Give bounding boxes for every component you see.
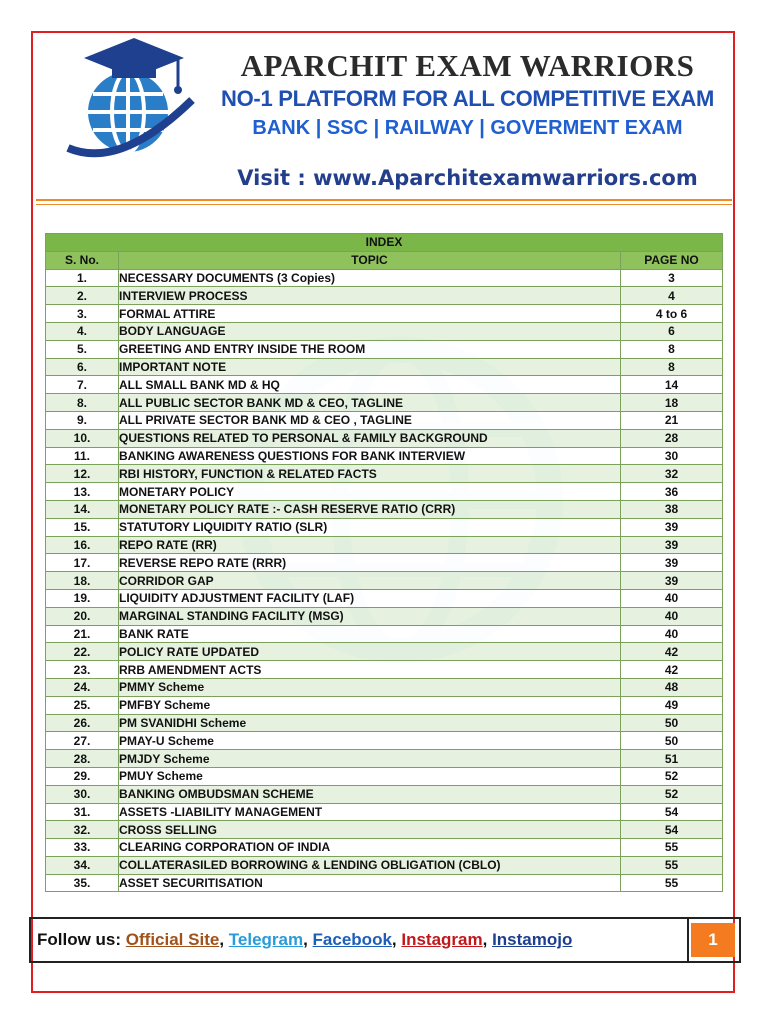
table-row (46, 661, 723, 679)
row-topic: PMUY Scheme (119, 767, 621, 785)
row-sno: 14. (46, 500, 119, 518)
table-row (46, 394, 723, 412)
table-row (46, 500, 723, 518)
row-page: 39 (621, 554, 723, 572)
table-row (46, 821, 723, 839)
table-row (46, 305, 723, 323)
row-page: 39 (621, 572, 723, 590)
row-sno: 8. (46, 394, 119, 412)
row-sno: 23. (46, 661, 119, 679)
row-page: 28 (621, 429, 723, 447)
header-divider (36, 199, 732, 201)
row-sno: 22. (46, 643, 119, 661)
row-topic: ASSETS -LIABILITY MANAGEMENT (119, 803, 621, 821)
row-topic: POLICY RATE UPDATED (119, 643, 621, 661)
row-topic: CORRIDOR GAP (119, 572, 621, 590)
row-topic: PMFBY Scheme (119, 696, 621, 714)
row-sno: 26. (46, 714, 119, 732)
row-topic: NECESSARY DOCUMENTS (3 Copies) (119, 269, 621, 287)
row-sno: 12. (46, 465, 119, 483)
row-page: 14 (621, 376, 723, 394)
row-topic: GREETING AND ENTRY INSIDE THE ROOM (119, 340, 621, 358)
row-page: 52 (621, 785, 723, 803)
row-sno: 2. (46, 287, 119, 305)
row-page: 4 (621, 287, 723, 305)
row-topic: REVERSE REPO RATE (RRR) (119, 554, 621, 572)
index-title: INDEX (46, 234, 723, 252)
table-row (46, 358, 723, 376)
row-topic: MONETARY POLICY RATE :- CASH RESERVE RATIO (CRR) (119, 500, 621, 518)
row-sno: 30. (46, 785, 119, 803)
table-row (46, 554, 723, 572)
table-row (46, 607, 723, 625)
table-row (46, 714, 723, 732)
row-sno: 7. (46, 376, 119, 394)
row-page: 51 (621, 750, 723, 768)
row-sno: 17. (46, 554, 119, 572)
row-page: 18 (621, 394, 723, 412)
row-page: 55 (621, 839, 723, 857)
row-sno: 29. (46, 767, 119, 785)
row-page: 32 (621, 465, 723, 483)
row-page: 8 (621, 340, 723, 358)
brand-title: APARCHIT EXAM WARRIORS (240, 48, 695, 83)
row-topic: PMAY-U Scheme (119, 732, 621, 750)
table-row (46, 536, 723, 554)
row-topic: ALL SMALL BANK MD & HQ (119, 376, 621, 394)
row-topic: FORMAL ATTIRE (119, 305, 621, 323)
row-page: 30 (621, 447, 723, 465)
row-sno: 20. (46, 607, 119, 625)
row-sno: 10. (46, 429, 119, 447)
follow-label: Follow us: (37, 930, 122, 949)
table-row (46, 429, 723, 447)
page-number-badge: 1 (691, 923, 735, 957)
header-divider-thin (36, 204, 732, 205)
row-sno: 25. (46, 696, 119, 714)
row-sno: 33. (46, 839, 119, 857)
row-page: 6 (621, 322, 723, 340)
row-sno: 18. (46, 572, 119, 590)
table-row (46, 287, 723, 305)
row-sno: 31. (46, 803, 119, 821)
row-page: 40 (621, 589, 723, 607)
table-row (46, 856, 723, 874)
row-page: 3 (621, 269, 723, 287)
row-sno: 11. (46, 447, 119, 465)
table-row (46, 767, 723, 785)
row-topic: LIQUIDITY ADJUSTMENT FACILITY (LAF) (119, 589, 621, 607)
row-page: 54 (621, 821, 723, 839)
table-row (46, 376, 723, 394)
index-table (45, 233, 723, 892)
table-row (46, 839, 723, 857)
table-row (46, 678, 723, 696)
row-page: 42 (621, 643, 723, 661)
row-topic: MARGINAL STANDING FACILITY (MSG) (119, 607, 621, 625)
row-page: 39 (621, 536, 723, 554)
row-topic: IMPORTANT NOTE (119, 358, 621, 376)
exam-categories: BANK | SSC | RAILWAY | GOVERMENT EXAM (252, 117, 683, 139)
table-row (46, 625, 723, 643)
row-page: 4 to 6 (621, 305, 723, 323)
row-sno: 3. (46, 305, 119, 323)
row-page: 54 (621, 803, 723, 821)
table-row (46, 874, 723, 892)
row-page: 40 (621, 625, 723, 643)
footer-bar (29, 917, 741, 963)
row-sno: 27. (46, 732, 119, 750)
footer-divider (687, 919, 689, 961)
instagram-link[interactable]: Instagram (401, 930, 483, 949)
column-header-page: PAGE NO (621, 251, 723, 269)
row-topic: CROSS SELLING (119, 821, 621, 839)
row-topic: MONETARY POLICY (119, 483, 621, 501)
row-sno: 28. (46, 750, 119, 768)
row-sno: 35. (46, 874, 119, 892)
row-page: 48 (621, 678, 723, 696)
row-page: 52 (621, 767, 723, 785)
table-row (46, 572, 723, 590)
row-topic: PMJDY Scheme (119, 750, 621, 768)
row-page: 49 (621, 696, 723, 714)
row-sno: 6. (46, 358, 119, 376)
row-sno: 21. (46, 625, 119, 643)
facebook-link[interactable]: Facebook (312, 930, 392, 949)
row-topic: INTERVIEW PROCESS (119, 287, 621, 305)
row-page: 50 (621, 714, 723, 732)
row-page: 55 (621, 856, 723, 874)
row-page: 40 (621, 607, 723, 625)
table-row (46, 750, 723, 768)
row-sno: 32. (46, 821, 119, 839)
row-topic: PMMY Scheme (119, 678, 621, 696)
row-page: 39 (621, 518, 723, 536)
website-visit[interactable]: Visit : www.Aparchitexamwarriors.com (237, 166, 698, 190)
row-topic: PM SVANIDHI Scheme (119, 714, 621, 732)
row-sno: 9. (46, 411, 119, 429)
row-topic: STATUTORY LIQUIDITY RATIO (SLR) (119, 518, 621, 536)
row-page: 8 (621, 358, 723, 376)
instamojo-link[interactable]: Instamojo (492, 930, 573, 949)
table-row (46, 322, 723, 340)
row-sno: 1. (46, 269, 119, 287)
row-topic: BODY LANGUAGE (119, 322, 621, 340)
row-topic: RRB AMENDMENT ACTS (119, 661, 621, 679)
row-sno: 16. (46, 536, 119, 554)
row-page: 50 (621, 732, 723, 750)
row-topic: BANK RATE (119, 625, 621, 643)
row-topic: RBI HISTORY, FUNCTION & RELATED FACTS (119, 465, 621, 483)
table-row (46, 411, 723, 429)
official-site-link[interactable]: Official Site (125, 930, 220, 949)
row-page: 42 (621, 661, 723, 679)
row-sno: 34. (46, 856, 119, 874)
table-row (46, 732, 723, 750)
row-page: 21 (621, 411, 723, 429)
table-row (46, 447, 723, 465)
column-header-sno: S. No. (46, 251, 119, 269)
row-topic: ASSET SECURITISATION (119, 874, 621, 892)
table-row (46, 643, 723, 661)
table-row (46, 269, 723, 287)
row-page: 36 (621, 483, 723, 501)
table-row (46, 518, 723, 536)
table-row (46, 803, 723, 821)
table-row (46, 483, 723, 501)
row-topic: QUESTIONS RELATED TO PERSONAL & FAMILY BACKGROUND (119, 429, 621, 447)
row-page: 55 (621, 874, 723, 892)
globe-graduation-cap-icon (60, 30, 200, 170)
index-rows (46, 269, 723, 892)
social-links: Follow us: Official Site, Telegram, Facebook, Instagram, Instamojo (37, 930, 573, 949)
column-header-topic: TOPIC (119, 251, 621, 269)
row-sno: 13. (46, 483, 119, 501)
row-sno: 15. (46, 518, 119, 536)
brand-tagline: NO-1 PLATFORM FOR ALL COMPETITIVE EXAM (221, 86, 714, 111)
row-topic: REPO RATE (RR) (119, 536, 621, 554)
row-sno: 5. (46, 340, 119, 358)
row-topic: BANKING AWARENESS QUESTIONS FOR BANK INTERVIEW (119, 447, 621, 465)
row-sno: 24. (46, 678, 119, 696)
row-topic: ALL PUBLIC SECTOR BANK MD & CEO, TAGLINE (119, 394, 621, 412)
table-row (46, 340, 723, 358)
table-row (46, 696, 723, 714)
table-row (46, 465, 723, 483)
table-row (46, 785, 723, 803)
row-topic: ALL PRIVATE SECTOR BANK MD & CEO , TAGLINE (119, 411, 621, 429)
row-page: 38 (621, 500, 723, 518)
row-topic: CLEARING CORPORATION OF INDIA (119, 839, 621, 857)
row-sno: 19. (46, 589, 119, 607)
row-sno: 4. (46, 322, 119, 340)
table-row (46, 589, 723, 607)
row-topic: BANKING OMBUDSMAN SCHEME (119, 785, 621, 803)
telegram-link[interactable]: Telegram (228, 930, 304, 949)
row-topic: COLLATERASILED BORROWING & LENDING OBLIGATION (CBLO) (119, 856, 621, 874)
